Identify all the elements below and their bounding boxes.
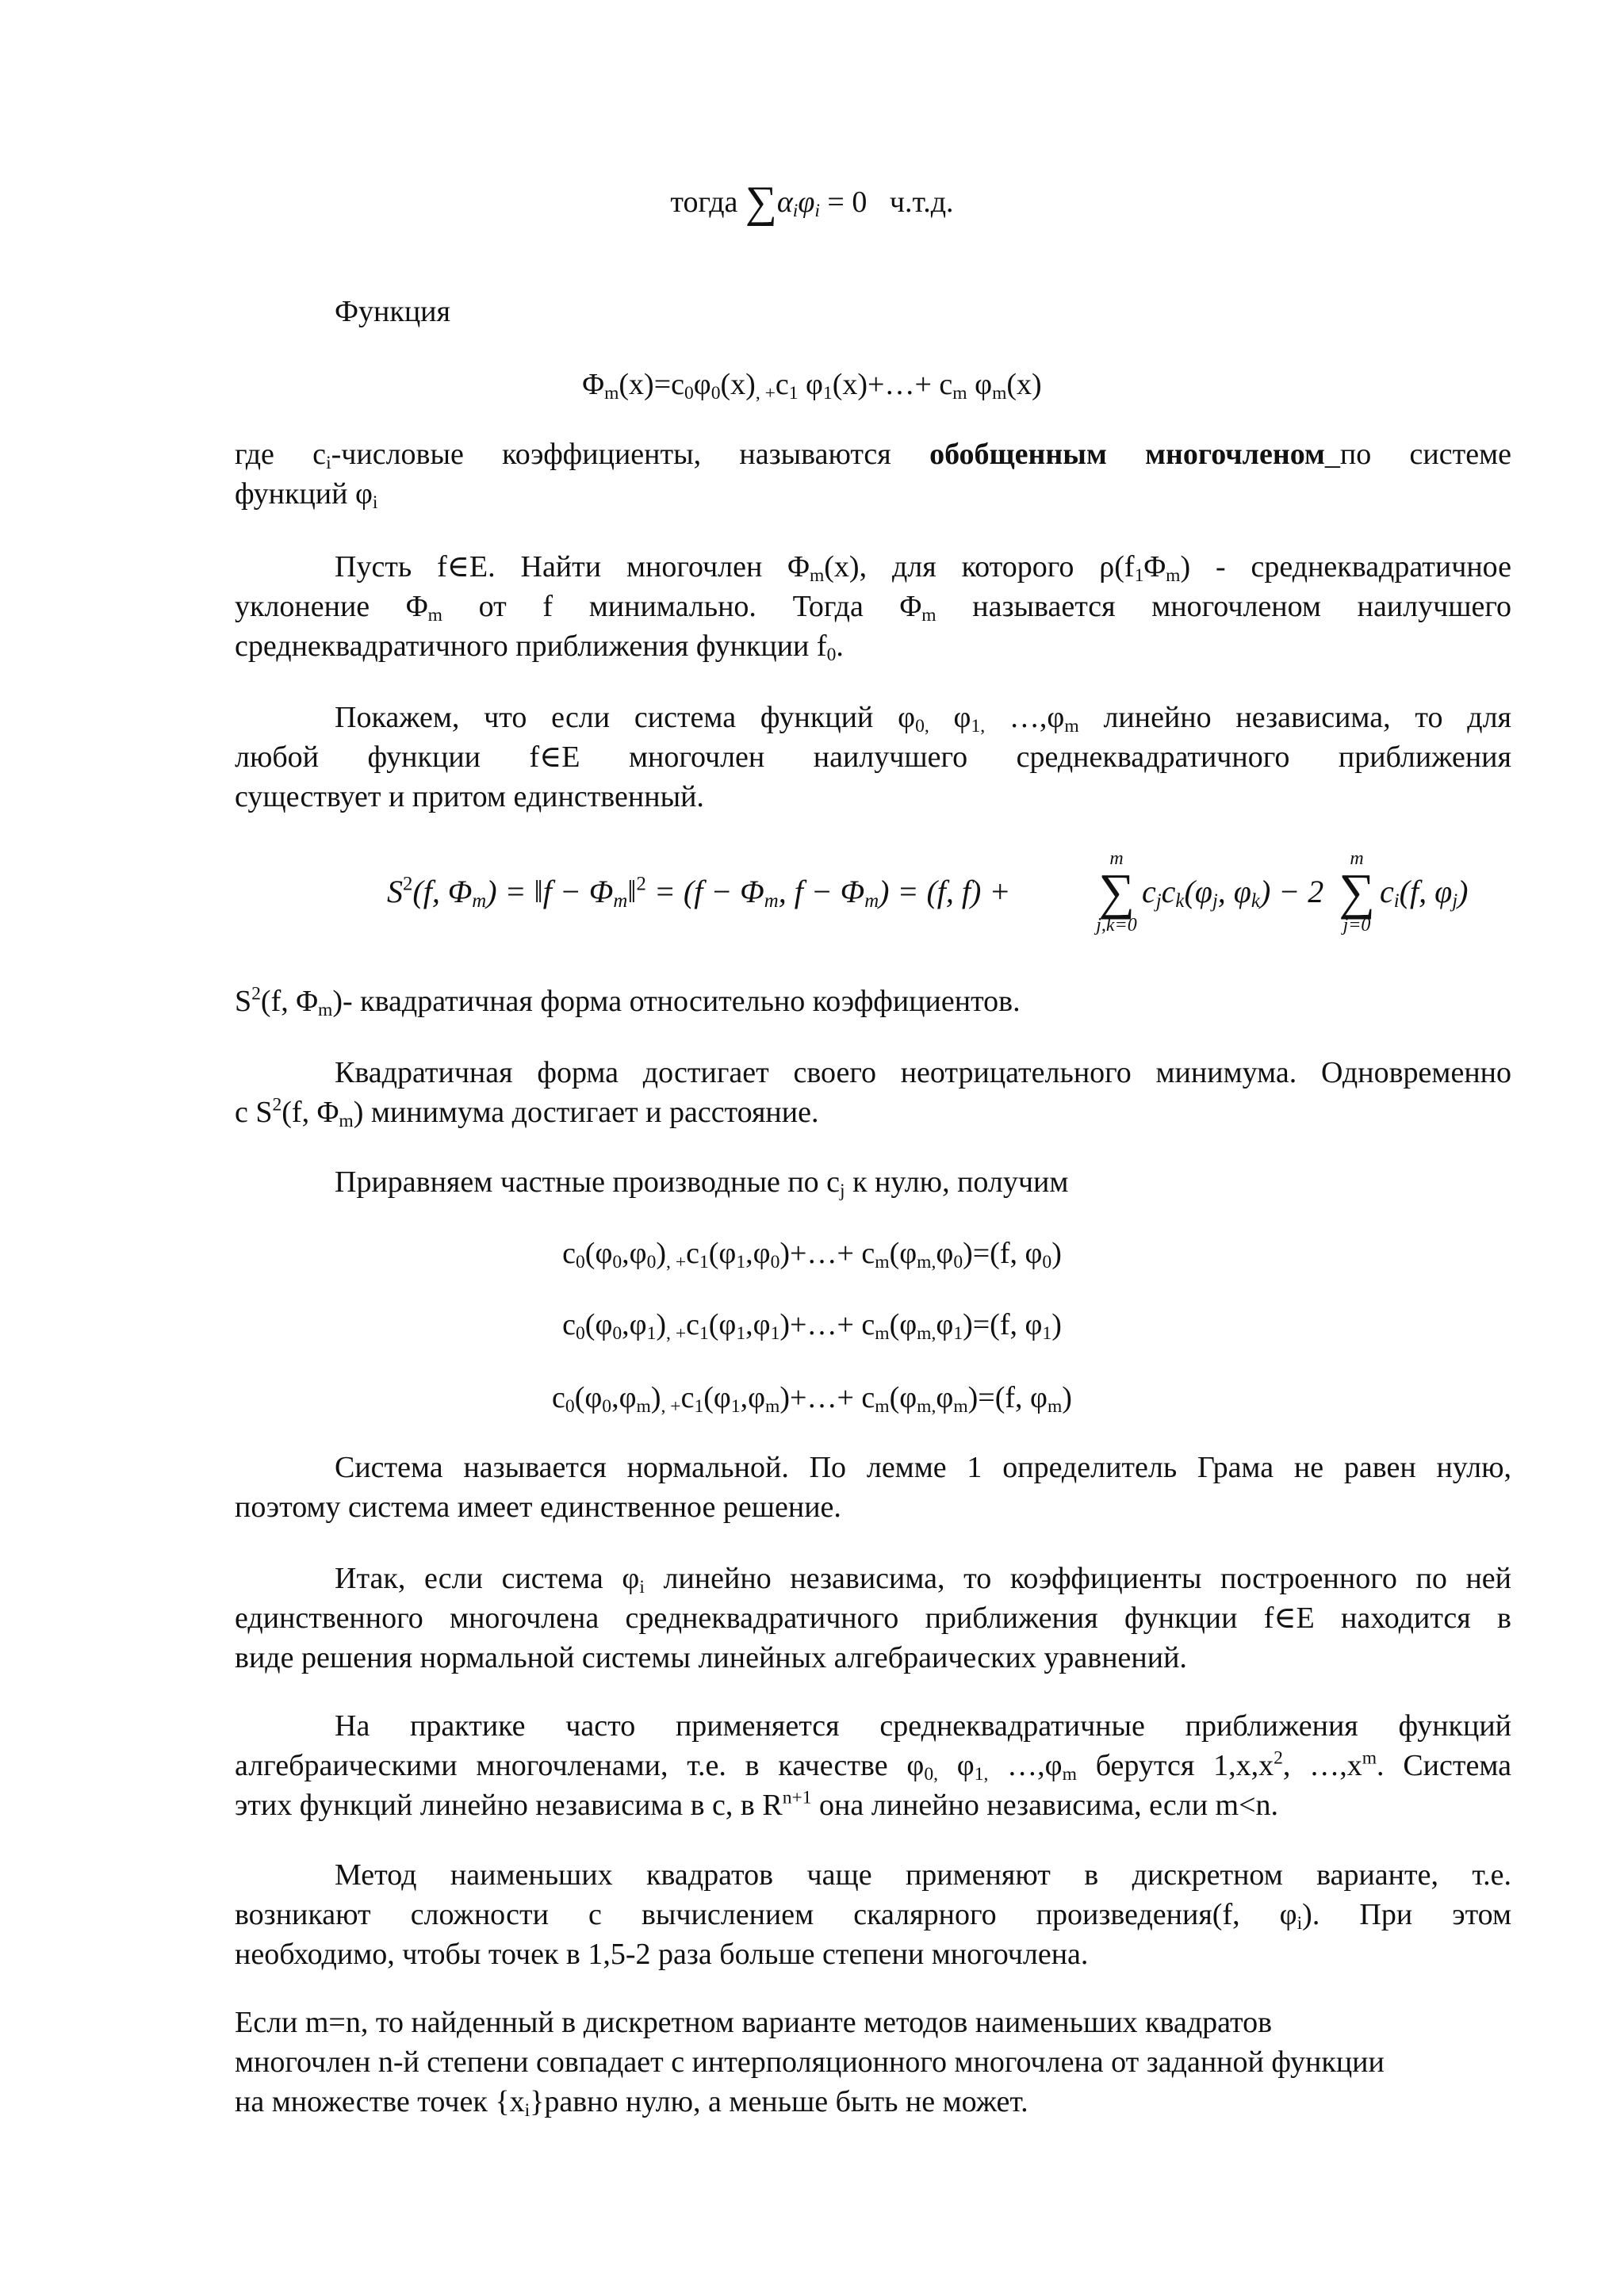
normal-equation-1: $c_0(\varphi_0,\varphi_0)_{, +}c_1(\varphi_1,\varphi_0)+\dots+ c_m(\varphi_{m,}\varphi_0)=(f$, $\varphi_0$) bbox=[562, 1237, 1062, 1272]
normal-equation-3: $c_0(\varphi_0,\varphi_m)_{, +}c_1(\varphi_1,\varphi_m)+\dots+ c_m(\varphi_{m,}\varphi_m)=(f$, $\varphi_m$) bbox=[552, 1381, 1072, 1417]
header-formula: тогда $\sum\alpha_i\varphi_i = 0$ ч.т.д. bbox=[670, 178, 954, 227]
paragraph-therefore: Итак, если система $\varphi_i$ линейно независима, то коэффициенты построенного по ней единственного многочлена среднеквадратичного приближения функции f∈E находится в виде решения нормальной системы линейных алгебраических уравнений. bbox=[235, 1562, 1511, 1674]
normal-equation-2: $c_0(\varphi_0,\varphi_1)_{, +}c_1(\varphi_1,\varphi_1)+\dots+ c_m(\varphi_{m,}\varphi_1)=(f$, $\varphi_1$) bbox=[562, 1308, 1062, 1344]
paragraph-minimum: Квадратичная форма достигает своего неотрицательного минимума. Одновременно с $S^2(f$, $\Phi_m$) минимума достигает и расстояние. bbox=[235, 1056, 1511, 1131]
sum1: m ∑ j,k=0 bbox=[1096, 848, 1137, 936]
paragraph-interpolation: Если m=n, то найденный в дискретном варианте методов наименьших квадратов многочлен n-й степени совпадает с интерполяционного многочлена от заданной функции на множестве точек $\{x_i\}равно$ нулю, а меньше быть не может. bbox=[235, 2006, 1385, 2121]
paragraph-show: Покажем, что если система функций $\varphi_{0,}$ $\varphi_{1,}$ $\dots,\varphi_m$ линейно независима, то для любой функции f∈E многочлен наилучшего среднеквадратичного приближения существует и притом единственный. bbox=[235, 701, 1512, 813]
distance-formula: $S^2(f$, $\Phi_m$) = ‖f − $\Phi_m‖^2 = (f - \Phi_m$, $f - \Phi_m) = (f$, f) + m ∑ j,k=0 $c_jc_k(\varphi_j$, $\varphi_k) - 2$ m ∑ j=0 $c_i(f$, $\varphi_j$) bbox=[387, 848, 1469, 936]
paragraph-best-approx: Пусть f∈E. Найти многочлен $\Phi_m(x)$, для которого $\rho(f_1\Phi_m)$ - среднеквадратичное уклонение $\Phi_m$ от f минимально. Тогда $\Phi_m$ называется многочленом наилучшего среднеквадратичного приближения функции $f_0$. bbox=[235, 550, 1511, 665]
sum2: m ∑ j=0 bbox=[1339, 848, 1375, 936]
paragraph-least-squares: Метод наименьших квадратов чаще применяют в дискретном варианте, т.е. возникают сложности с вычислением скалярного произведения(f, $\varphi_i$). При этом необходимо, чтобы точек в 1,5-2 раза больше степени многочлена. bbox=[235, 1858, 1512, 1971]
phi-definition: $\Phi_m(x)=c_0\varphi_0(x)_{, +}c_1$ $\varphi_1(x)+\dots+ c_m$ $\varphi_m(x)$ bbox=[582, 368, 1042, 404]
sum-symbol: ∑ bbox=[745, 178, 777, 227]
paragraph-normal-system: Система называется нормальной. По лемме 1 определитель Грама не равен нулю, поэтому система имеет единственное решение. bbox=[235, 1451, 1511, 1524]
paragraph-generalized-polynomial: где $c_i$-числовые коэффициенты, называются обобщенным многочленом_по системе функций $\varphi_i$ bbox=[235, 438, 1512, 513]
paragraph-practice: На практике часто применяется среднеквадратичные приближения функций алгебраическими многочленами, т.е. в качестве $\varphi_{0,}$ $\varphi_{1,}$ $\dots,\varphi_m$ берутся $1,x,x^2$, $\dots,x^m$. Система этих функций линейно независима в c, в $R^{n+1}$ она линейно независима, если m<n. bbox=[235, 1709, 1511, 1822]
paragraph-derivatives: Приравняем частные производные по $c_j$ к нулю, получим bbox=[335, 1165, 1069, 1201]
paragraph-function: Функция bbox=[335, 295, 450, 328]
paragraph-quadratic-form: $S^2(f$, $\Phi_m)-$ квадратичная форма относительно коэффициентов. bbox=[235, 983, 1021, 1020]
